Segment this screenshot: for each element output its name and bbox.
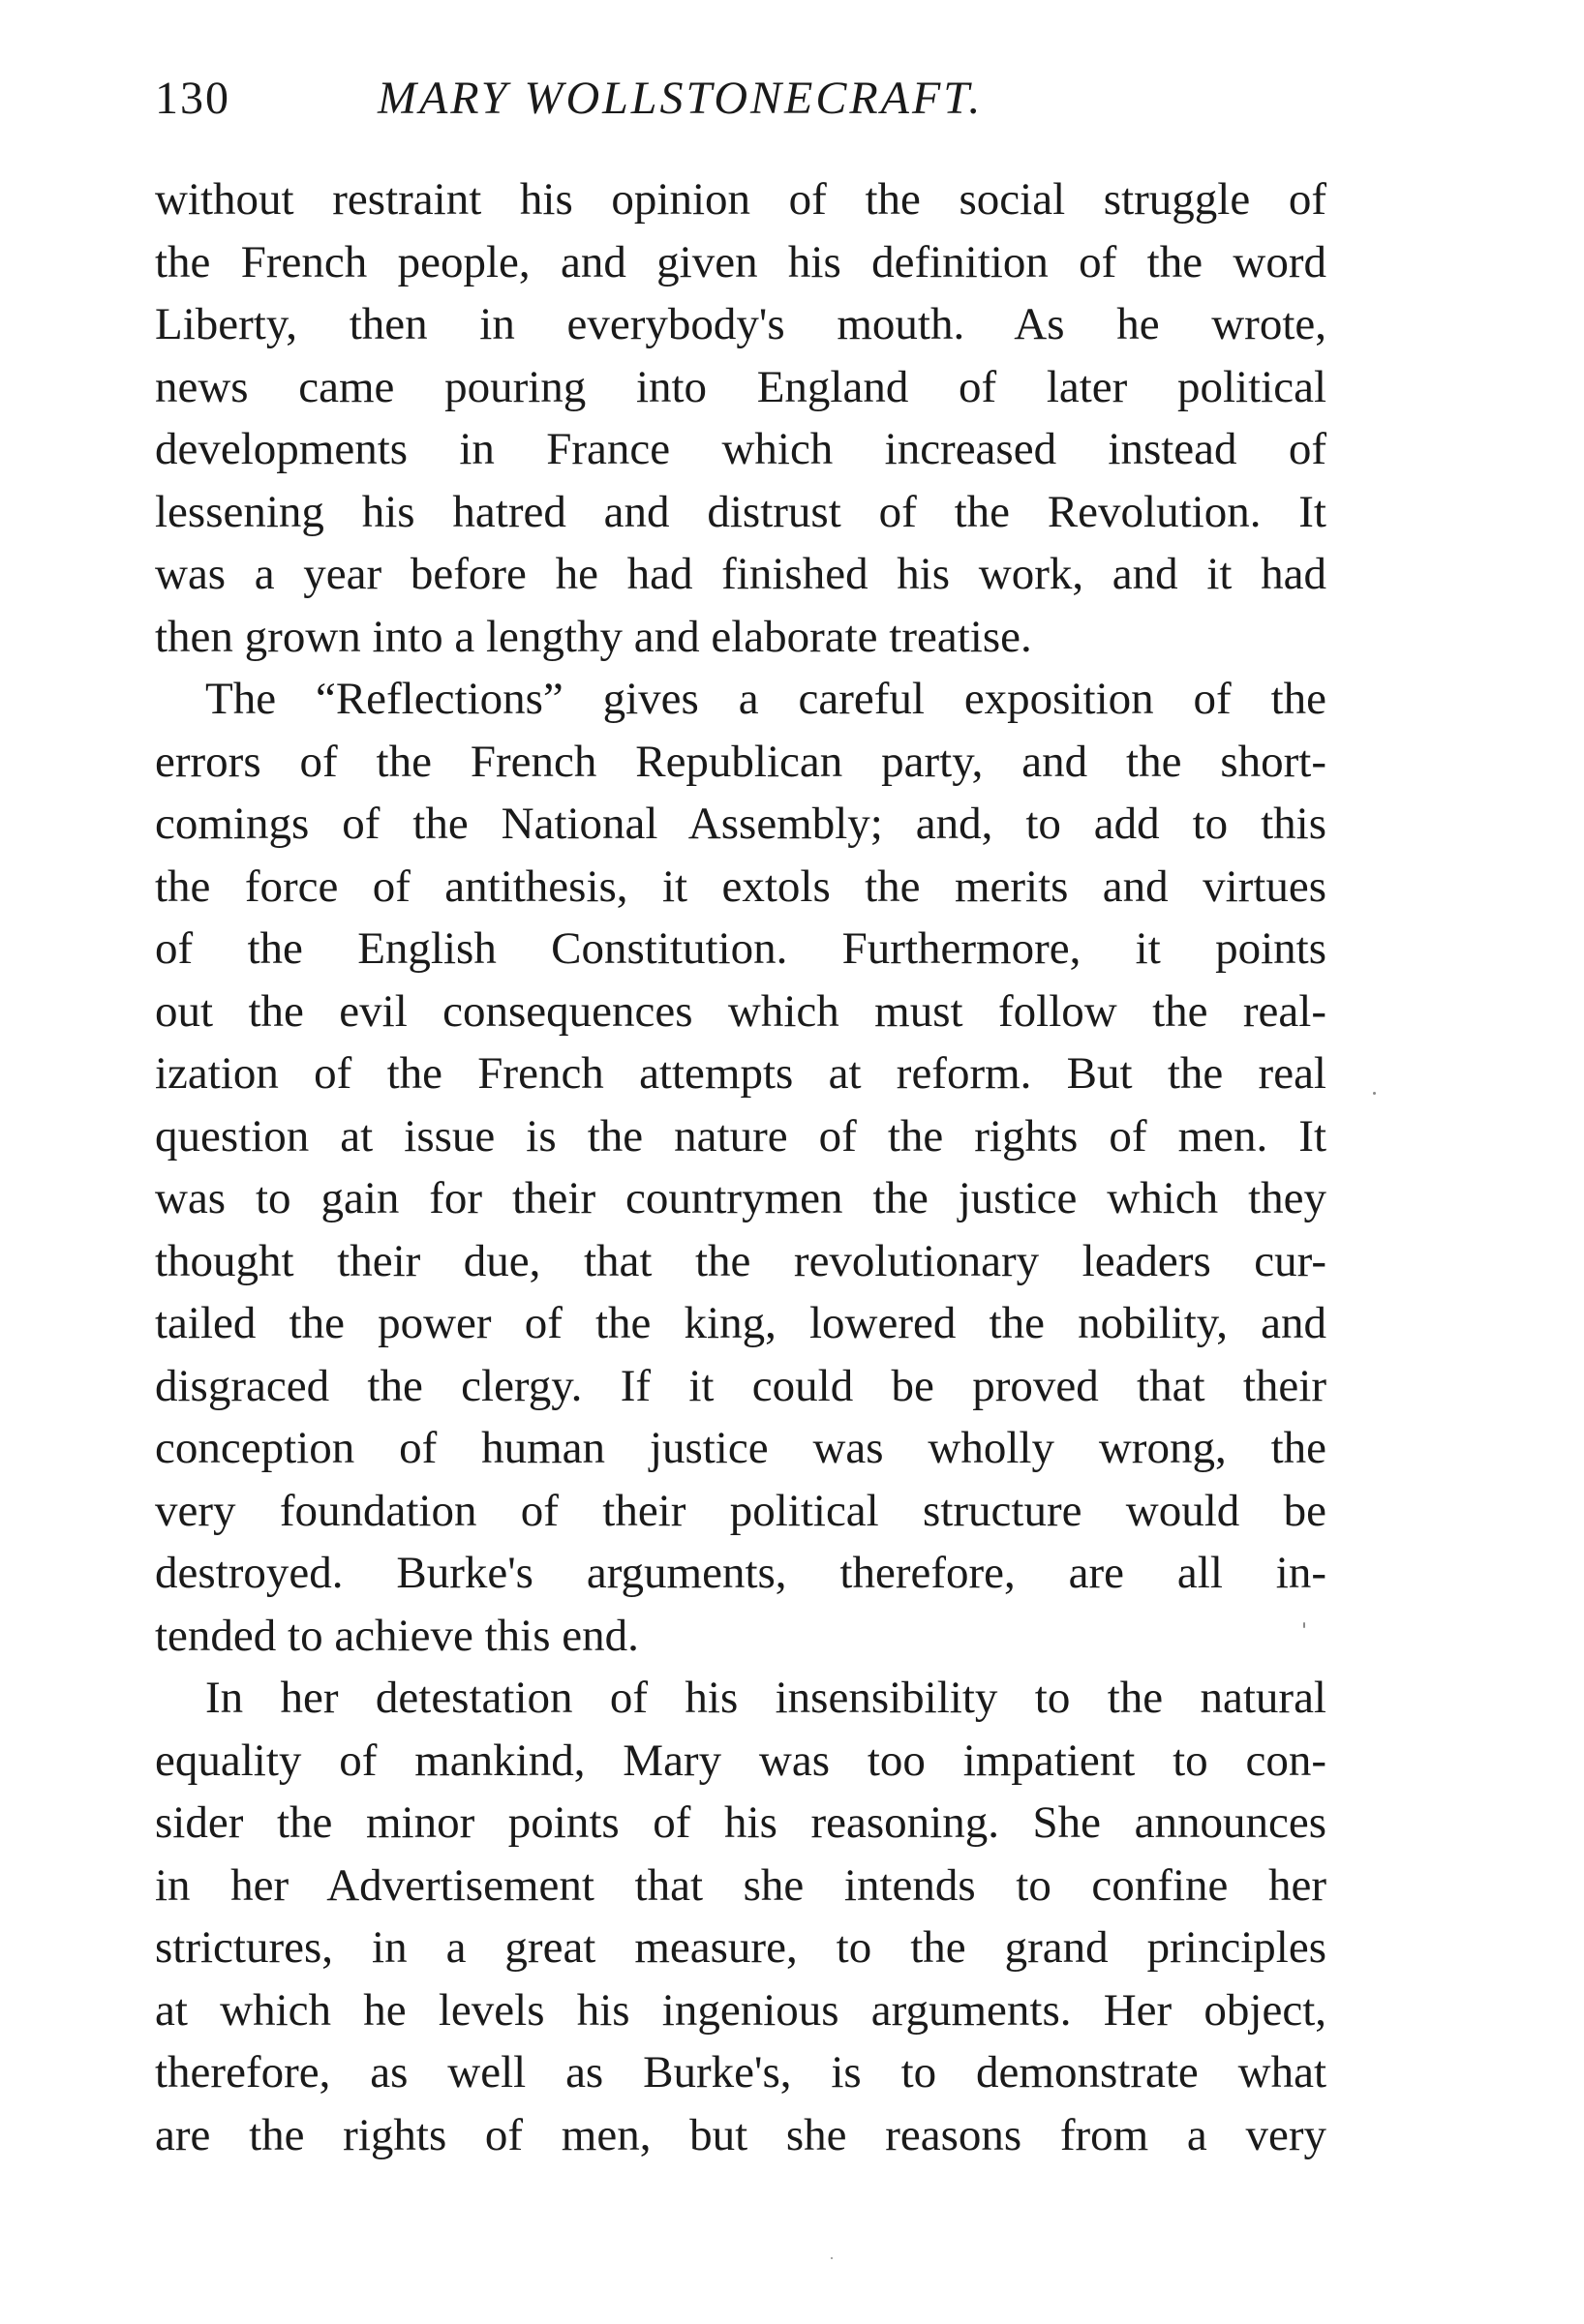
text-line: equality of mankind, Mary was too impatient to con- [155, 1735, 1326, 1786]
text-line: was a year before he had finished his work, and it had [155, 549, 1326, 599]
running-title: MARY WOLLSTONECRAFT. [378, 73, 984, 124]
paragraph-1 [155, 168, 1326, 668]
text-line: Liberty, then in everybody's mouth. As he wrote, [155, 299, 1326, 349]
text-line: question at issue is the nature of the rights of men. It [155, 1110, 1326, 1162]
text-line: lessening his hatred and distrust of the Revolution. It [155, 486, 1326, 537]
text-line: tailed the power of the king, lowered the nobility, and [155, 1298, 1326, 1348]
text-line: therefore, as well as Burke's, is to demonstrate what [155, 2047, 1326, 2098]
paper-speck [831, 2257, 833, 2259]
page-header [155, 70, 1317, 128]
text-line: then grown into a lengthy and elaborate treatise. [155, 611, 1032, 662]
text-line: thought their due, that the revolutionary leaders cur- [155, 1235, 1326, 1286]
body-text [155, 168, 1326, 2166]
paragraph-2 [155, 668, 1326, 1667]
text-line: tended to achieve this end. [155, 1610, 639, 1661]
paper-speck [1373, 1092, 1376, 1095]
text-line: destroyed. Burke's arguments, therefore, are all in- [155, 1548, 1326, 1598]
text-line: without restraint his opinion of the social struggle of [155, 174, 1326, 225]
paragraph-3 [155, 1667, 1326, 2166]
text-line: was to gain for their countrymen the justice which they [155, 1173, 1326, 1223]
text-line: ization of the French attempts at reform. But the real [155, 1048, 1326, 1099]
text-line: news came pouring into England of later political [155, 361, 1326, 412]
text-line: developments in France which increased instead of [155, 424, 1326, 474]
text-line: in her Advertisement that she intends to confine her [155, 1859, 1326, 1911]
text-line: the French people, and given his definition of the word [155, 236, 1326, 287]
text-line: conception of human justice was wholly wrong, the [155, 1423, 1326, 1473]
text-line: comings of the National Assembly; and, to add to this [155, 799, 1326, 849]
text-line: of the English Constitution. Furthermore, it points [155, 923, 1326, 974]
paper-speck [1303, 1622, 1305, 1628]
text-line: disgraced the clergy. If it could be proved that their [155, 1360, 1326, 1411]
text-line: are the rights of men, but she reasons from a very [155, 2109, 1326, 2160]
text-line: strictures, in a great measure, to the grand principles [155, 1922, 1326, 1973]
text-line: at which he levels his ingenious arguments. Her object, [155, 1984, 1326, 2036]
text-line: very foundation of their political structure would be [155, 1485, 1326, 1536]
text-line: The “Reflections” gives a careful exposition of the [205, 674, 1326, 724]
text-line: sider the minor points of his reasoning. She announces [155, 1797, 1326, 1848]
text-line: In her detestation of his insensibility to the natural [205, 1673, 1326, 1723]
text-line: the force of antithesis, it extols the merits and virtues [155, 860, 1326, 912]
text-line: errors of the French Republican party, and the short- [155, 736, 1326, 787]
page-number: 130 [155, 73, 230, 124]
text-line: out the evil consequences which must follow the real- [155, 985, 1326, 1037]
